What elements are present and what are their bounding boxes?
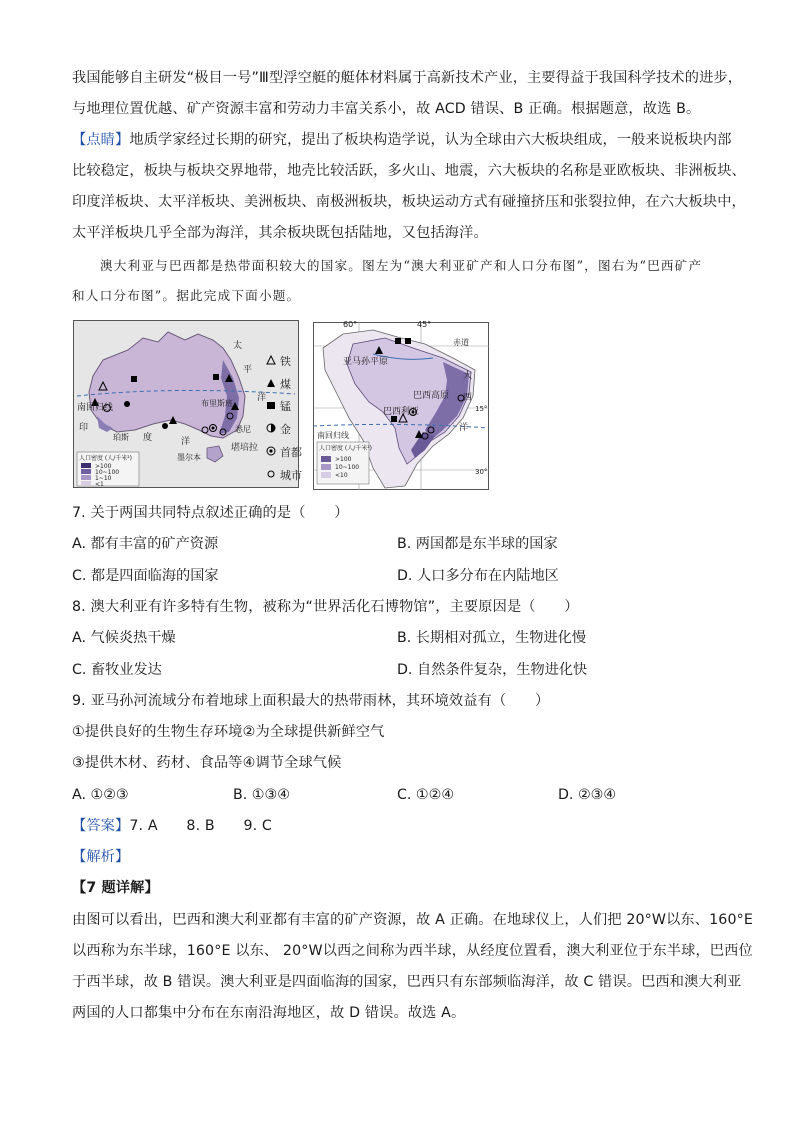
paragraph-line: 与地理位置优越、矿产资源丰富和劳动力丰富关系小，故 ACD 错误、B 正确。根据题意，故选 B。 [72,101,701,117]
map-label: 巴西利亚 [383,407,420,417]
question-9-statement: ③提供木材、药材、食品等④调节全球气候 [72,755,342,771]
map-label: 亚马孙平原 [343,357,389,367]
answer-tag: 【答案】 [72,818,130,834]
map-label: 印 [79,423,89,433]
legend-title: 人口密度 (人/千米²) [319,445,373,452]
symbol-label: 锰 [280,400,291,413]
question-7-option-d[interactable]: D. 人口多分布在内陆地区 [397,568,559,584]
dianjing-line: 太平洋板块几乎全部为海洋，其余板块既包括陆地，又包括海洋。 [72,225,488,241]
map-label: 悉尼 [235,425,251,434]
legend-item: 1~10 [95,475,112,482]
symbol-label: 煤 [280,378,291,391]
map-label: 太 [233,341,243,351]
dianjing-line: 比较稳定，板块与板块交界地带，地壳比较活跃，多火山、地震，六大板块的名称是亚欧板块、非洲板块、 [72,163,746,179]
map-label: 大 [463,371,473,381]
legend-item: 10~100 [335,464,360,471]
symbol-label: 城市 [280,469,302,482]
map-label: 洋 [181,437,191,447]
dianjing-text: 地质学家经过长期的研究，提出了板块构造学说，认为全球由六大板块组成，一般来说板块内部 [129,132,732,148]
question-7-option-b[interactable]: B. 两国都是东半球的国家 [397,536,558,552]
question-8-option-d[interactable]: D. 自然条件复杂，生物进化快 [397,662,588,678]
question-9-statement: ①提供良好的生物生存环境②为全球提供新鲜空气 [72,724,385,740]
question-9-option-d[interactable]: D. ②③④ [558,787,617,803]
intro-line: 澳大利亚与巴西都是热带面积较大的国家。图左为“澳大利亚矿产和人口分布图”，图右为“巴西矿产 [100,258,703,273]
answer-text: 7. A 8. B 9. C [129,818,272,834]
map-label: 西 [463,393,473,403]
dianjing-line: 印度洋板块、太平洋板块、美洲板块、南极洲板块，板块运动方式有碰撞挤压和张裂拉伸，在六大板块中， [72,194,746,210]
question-7-stem: 7. 关于两国共同特点叙述正确的是（ ） [72,505,349,521]
detail-7-line: 以西称为东半球，160°E 以东、 20°W以西之间称为西半球，从经度位置看，澳大利亚位于东半球，巴西位 [72,943,753,959]
map-label: 15° [475,405,488,413]
map-label: 60° [343,320,358,329]
map-label: 洋 [257,393,267,403]
question-8-option-b[interactable]: B. 长期相对孤立，生物进化慢 [397,630,587,646]
analysis-tag: 【解析】 [72,849,130,865]
legend-item: 10~100 [95,469,120,476]
brazil-map [313,318,489,490]
map-label: 布里斯班 [201,399,233,408]
legend-title: 人口密度 (人/千米²) [79,455,133,462]
map-label: 平 [243,365,253,375]
question-9-stem: 9. 亚马孙河流域分布着地球上面积最大的热带雨林，其环境效益有（ ） [72,693,550,709]
intro-line: 和人口分布图”。据此完成下面小题。 [72,288,301,303]
map-label: 度 [143,433,153,443]
dianjing-line [72,130,732,150]
map-label: 巴西高原 [413,391,450,401]
question-7-option-c[interactable]: C. 都是四面临海的国家 [72,568,219,584]
map-label: 珀斯 [113,433,129,442]
detail-7-line: 于西半球，故 B 错误。澳大利亚是四面临海的国家，巴西只有东部频临海洋，故 C 错误。巴西和澳大利亚 [72,974,742,990]
legend-item: >100 [335,456,352,463]
question-9-option-a[interactable]: A. ①②③ [72,787,129,803]
legend-item: <10 [335,472,348,479]
map-label: 堪培拉 [231,443,259,453]
answer-line [72,816,272,836]
question-8-stem: 8. 澳大利亚有许多特有生物，被称为“世界活化石博物馆”，主要原因是（ ） [72,599,579,615]
map-label: 墨尔本 [177,453,201,462]
map-label: 30° [475,468,488,476]
legend-item: <1 [95,481,104,488]
question-9-option-b[interactable]: B. ①③④ [233,787,290,803]
map-label: 南回归线 [317,431,349,440]
symbol-label: 金 [280,423,291,436]
paragraph-line: 我国能够自主研发“极目一号”Ⅲ型浮空艇的艇体材料属于高新技术产业，主要得益于我国科学技术的进步， [72,70,743,86]
question-8-option-a[interactable]: A. 气候炎热干燥 [72,630,176,646]
detail-7-tag: 【7 题详解】 [72,880,159,896]
dianjing-tag: 【点睛】 [72,132,130,148]
symbol-legend [264,350,314,490]
question-7-option-a[interactable]: A. 都有丰富的矿产资源 [72,536,219,552]
question-8-option-c[interactable]: C. 畜牧业发达 [72,662,162,678]
map-label: 南回归线 [77,403,114,413]
detail-7-line: 由图可以看出，巴西和澳大利亚都有丰富的矿产资源，故 A 正确。在地球仪上，人们把 20°W以东、160°E [72,912,753,928]
question-9-option-c[interactable]: C. ①②④ [397,787,455,803]
map-label: 洋 [459,423,469,433]
legend-item: >100 [95,463,112,470]
symbol-label: 首都 [280,446,302,459]
symbol-label: 铁 [280,355,291,368]
map-label: 45° [417,320,432,329]
detail-7-line: 两国的人口都集中分布在东南沿海地区，故 D 错误。故选 A。 [72,1005,466,1021]
map-label: 赤道 [453,338,469,347]
